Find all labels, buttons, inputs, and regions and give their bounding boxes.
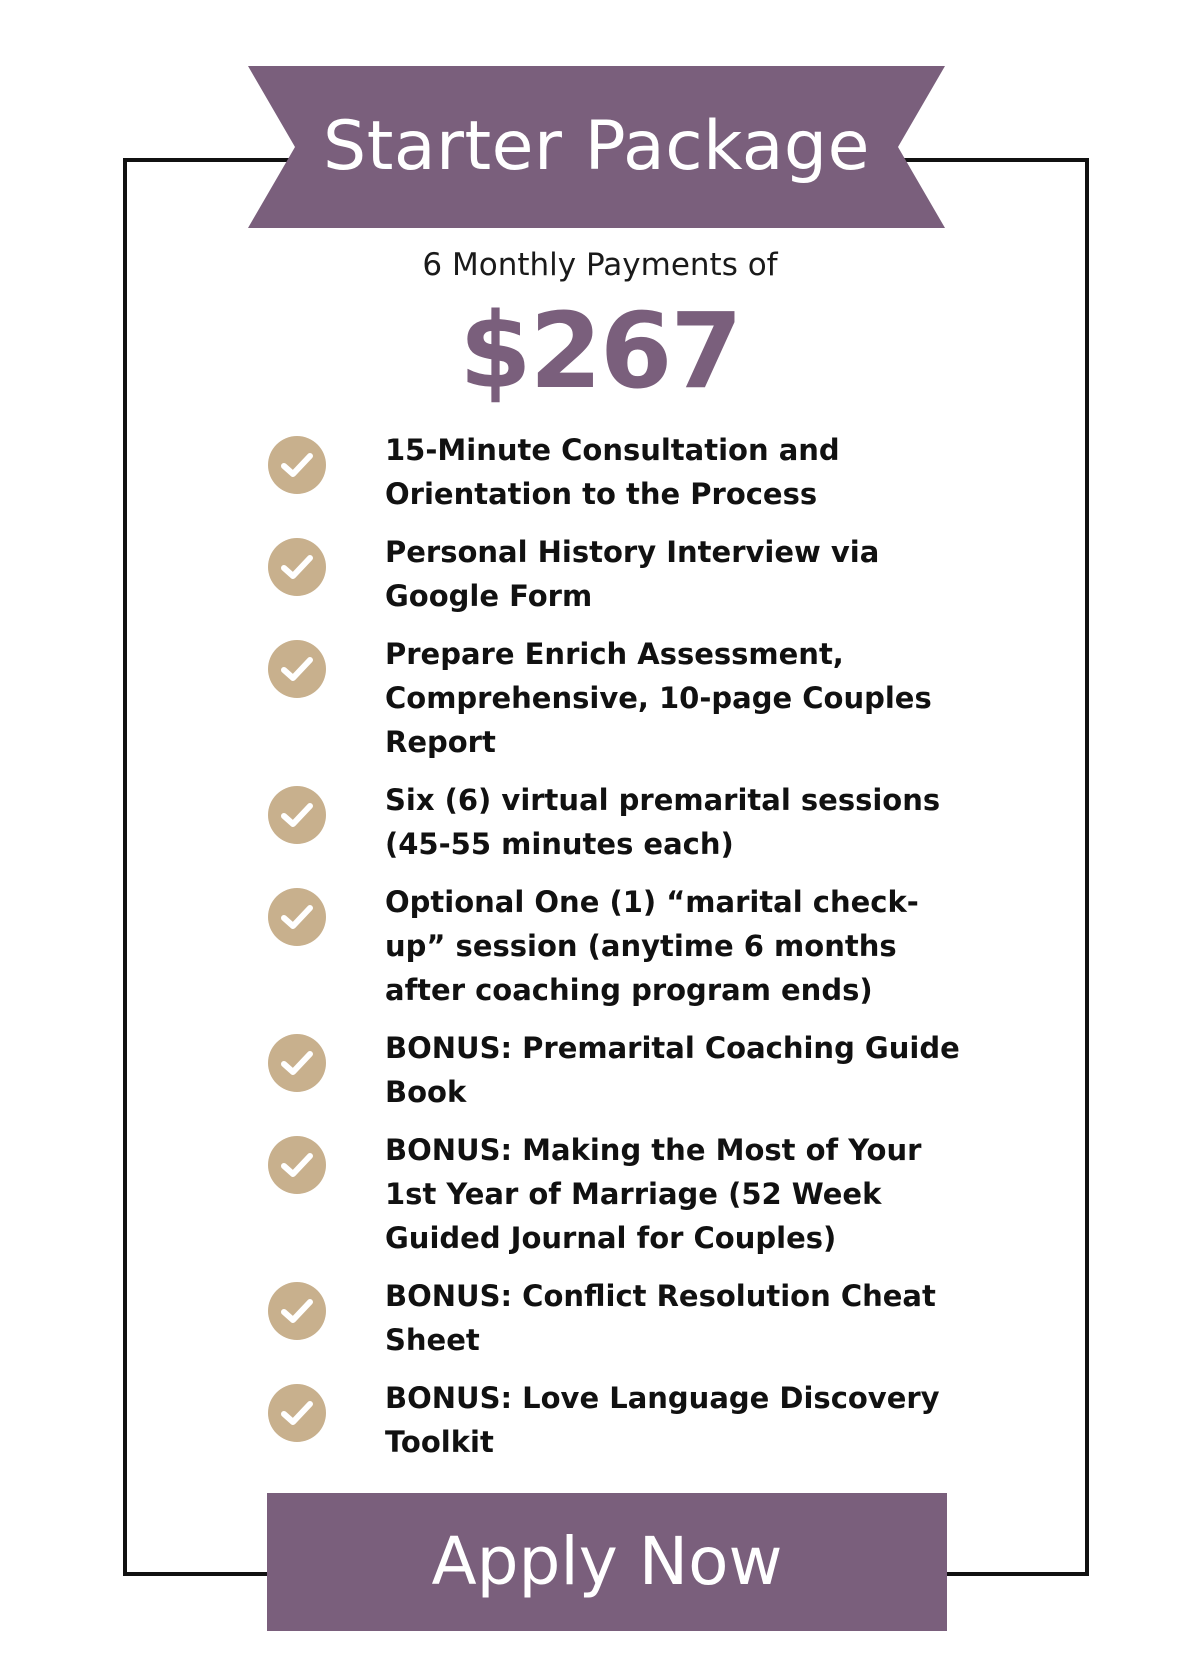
- feature-list: [260, 428, 960, 1478]
- check-circle-icon: [268, 1136, 326, 1194]
- package-title: Starter Package: [323, 107, 870, 186]
- feature-text: BONUS: Premarital Coaching Guide Book: [385, 1031, 960, 1109]
- check-circle-icon: [268, 1384, 326, 1442]
- feature-item: [260, 530, 960, 618]
- check-circle-icon: [268, 436, 326, 494]
- feature-item: [260, 428, 960, 516]
- price: $267: [459, 290, 741, 412]
- feature-text: Six (6) virtual premarital sessions (45-55 minutes each): [385, 783, 941, 861]
- feature-item: [260, 1274, 960, 1362]
- payments-label: 6 Monthly Payments of: [422, 247, 778, 283]
- apply-now-button[interactable]: Apply Now: [267, 1493, 947, 1631]
- feature-item: [260, 1026, 960, 1114]
- feature-text: Personal History Interview via Google Form: [385, 535, 880, 613]
- feature-item: [260, 1376, 960, 1464]
- feature-text: Prepare Enrich Assessment, Comprehensive, 10-page Couples Report: [385, 637, 932, 759]
- check-circle-icon: [268, 786, 326, 844]
- feature-item: [260, 778, 960, 866]
- feature-text: Optional One (1) “marital check-up” session (anytime 6 months after coaching program ends): [385, 885, 919, 1007]
- check-circle-icon: [268, 640, 326, 698]
- check-circle-icon: [268, 888, 326, 946]
- title-banner: [248, 66, 945, 228]
- feature-text: BONUS: Making the Most of Your 1st Year of Marriage (52 Week Guided Journal for Couples): [385, 1133, 922, 1255]
- feature-text: BONUS: Love Language Discovery Toolkit: [385, 1381, 940, 1459]
- feature-item: [260, 880, 960, 1012]
- feature-text: BONUS: Conflict Resolution Cheat Sheet: [385, 1279, 936, 1357]
- feature-text: 15-Minute Consultation and Orientation to the Process: [385, 433, 840, 511]
- feature-item: [260, 632, 960, 764]
- feature-item: [260, 1128, 960, 1260]
- check-circle-icon: [268, 1282, 326, 1340]
- check-circle-icon: [268, 1034, 326, 1092]
- check-circle-icon: [268, 538, 326, 596]
